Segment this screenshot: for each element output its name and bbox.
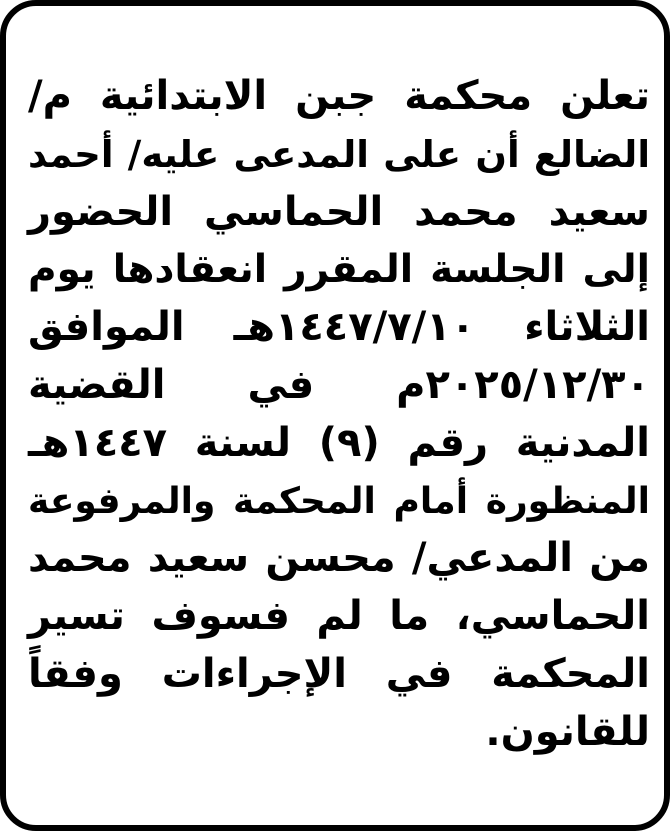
- notice-line-8: المنظورة أمام المحكمة والمرفوعة: [28, 480, 650, 522]
- notice-line-3: سعيد محمد الحماسي الحضور: [28, 188, 650, 235]
- notice-line-2: الضالع أن على المدعى عليه/ أحمد: [28, 132, 650, 176]
- notice-text: [28, 68, 650, 762]
- notice-line-1: تعلن محكمة جبن الابتدائية م/: [28, 73, 650, 119]
- notice-line-6: ٢٠٢٥/١٢/٣٠م في القضية: [28, 361, 650, 408]
- notice-line-7: المدنية رقم (٩) لسنة ١٤٤٧هـ: [28, 419, 650, 466]
- notice-line-9: من المدعي/ محسن سعيد محمد: [28, 535, 650, 582]
- notice-line-4: إلى الجلسة المقرر انعقادها يوم: [28, 247, 650, 293]
- notice-line-11: المحكمة في الإجراءات وفقاً: [28, 650, 650, 697]
- notice-line-5: الثلاثاء ١٤٤٧/٧/١٠هـ الموافق: [28, 304, 650, 351]
- notice-line-10: الحماسي، ما لم فسوف تسير: [28, 593, 650, 640]
- notice-line-12: للقانون.: [485, 708, 650, 755]
